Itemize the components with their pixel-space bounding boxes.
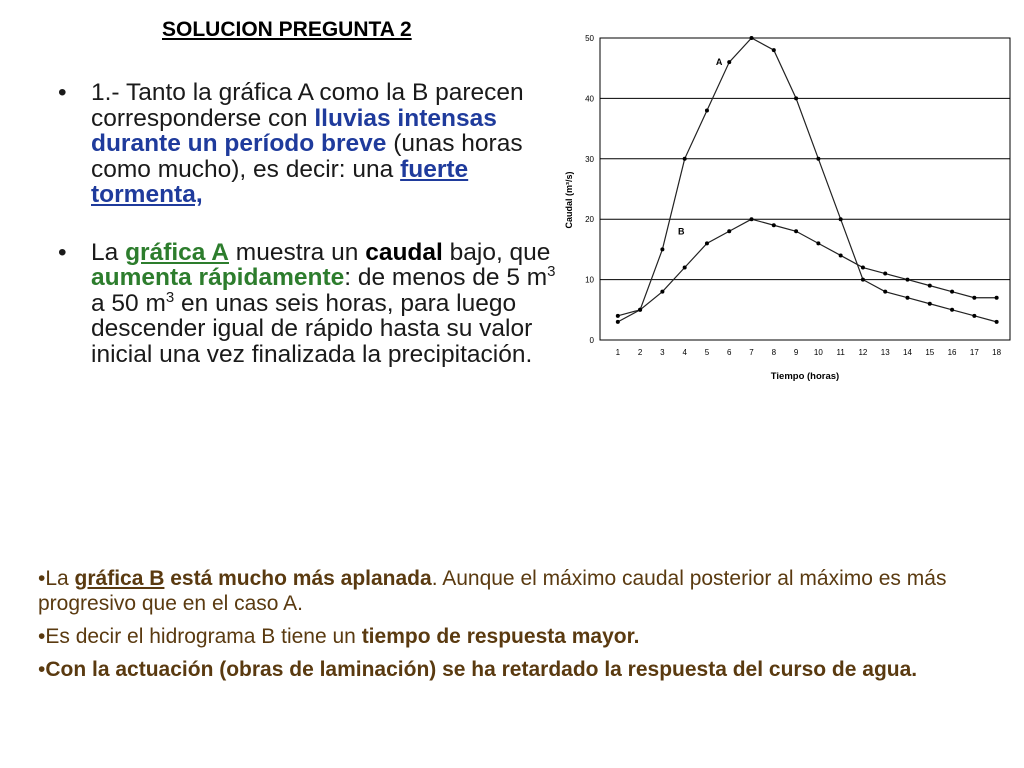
note-3	[38, 657, 988, 682]
series-A-point	[616, 320, 620, 324]
series-B-point	[660, 290, 664, 294]
series-B-point	[995, 296, 999, 300]
x-tick-label: 5	[704, 348, 710, 357]
y-tick-label: 50	[585, 34, 594, 43]
x-tick-label: 18	[992, 348, 1002, 357]
x-tick-label: 4	[682, 348, 687, 357]
series-A-point	[727, 60, 731, 64]
x-tick-label: 3	[660, 348, 665, 357]
note-2	[38, 624, 988, 649]
y-tick-labels	[585, 34, 594, 345]
series-B-point	[816, 241, 820, 245]
x-tick-label: 14	[903, 348, 912, 357]
series-A-point	[705, 108, 709, 112]
y-tick-label: 0	[589, 336, 594, 345]
x-tick-label: 9	[793, 348, 799, 357]
series-A-point	[683, 157, 687, 161]
series-label-A: A	[715, 57, 723, 68]
series-A-point	[883, 290, 887, 294]
series-A-point	[794, 96, 798, 100]
page-title: SOLUCION PREGUNTA 2	[162, 18, 412, 41]
bullet2-graph-a: gráfica A	[125, 238, 229, 266]
x-tick-label: 8	[771, 348, 777, 357]
series-A-point	[995, 320, 999, 324]
y-tick-label: 40	[585, 94, 594, 104]
series-A-point	[861, 278, 865, 282]
series-B-point	[928, 284, 932, 288]
series-A-point	[972, 314, 976, 318]
bullet2-text-5: a 50 m	[91, 289, 166, 317]
series-A-point	[750, 36, 754, 40]
chart-grid	[600, 38, 1010, 340]
series-A-point	[906, 296, 910, 300]
x-tick-label: 13	[880, 348, 890, 357]
series-A-point	[928, 302, 932, 306]
bullet2-text-1: La	[91, 238, 126, 266]
series-A-point	[816, 157, 820, 161]
y-tick-label: 10	[585, 275, 594, 285]
x-tick-label: 10	[813, 348, 823, 357]
bullet1-text-2: (unas horas como mucho), es decir: una	[91, 130, 523, 183]
bullet2-increase: aumenta rápidamente	[91, 264, 345, 291]
y-axis-label: Caudal (m³/s)	[564, 171, 574, 229]
bullet2-text-4: : de menos de 5 m	[344, 264, 548, 291]
bullet2-text-2: muestra un	[229, 238, 366, 266]
series-B-point	[750, 217, 754, 221]
bullet2-text-3: bajo, que	[442, 238, 551, 266]
chart-axes	[600, 38, 1010, 340]
series-A-point	[660, 247, 664, 251]
bullet-item-1	[58, 80, 558, 208]
series-B-point	[638, 308, 642, 312]
series-B-point	[972, 296, 976, 300]
note2-response-time: tiempo de respuesta mayor.	[361, 625, 640, 648]
series-B-point	[727, 229, 731, 233]
note1-text-1: •La	[38, 567, 75, 590]
series-B-point	[683, 266, 687, 270]
x-tick-label: 6	[727, 348, 732, 357]
series-B-point	[794, 229, 798, 233]
bullet2-sup-1: 3	[547, 263, 556, 280]
bullet-item-2	[58, 240, 558, 368]
x-tick-labels	[616, 348, 1002, 357]
series-B-point	[861, 266, 865, 270]
x-tick-label: 7	[749, 348, 754, 357]
x-tick-label: 16	[947, 348, 957, 357]
x-tick-label: 12	[858, 348, 868, 357]
chart-series	[616, 36, 999, 324]
series-B-point	[839, 253, 843, 257]
bullet2-text-6: en unas seis horas, para luego descender igual de rápido hasta su valor inicial una vez finalizada la precipitación.	[91, 289, 533, 368]
x-tick-label: 15	[925, 348, 935, 357]
y-tick-label: 20	[585, 215, 594, 225]
bullet1-text-1: 1.- Tanto la gráfica A como la B parecen corresponderse con	[91, 79, 524, 132]
bullet1-emphasis-rain: lluvias intensas durante un período breve	[91, 104, 497, 157]
x-tick-label: 11	[836, 348, 845, 357]
bullet2-sup-2: 3	[165, 288, 175, 306]
note3-conclusion: Con la actuación (obras de laminación) se ha retardado la respuesta del curso de agua.	[45, 658, 918, 681]
series-label-B: B	[677, 226, 685, 237]
series-B-point	[906, 278, 910, 282]
series-A-point	[950, 308, 954, 312]
note-1	[38, 566, 988, 616]
note1-text-2: . Aunque el máximo caudal posterior al máximo es más progresivo que en el caso A.	[38, 567, 947, 615]
x-axis-label: Tiempo (horas)	[770, 371, 840, 382]
series-B-point	[950, 290, 954, 294]
hydrograph-chart	[560, 20, 1020, 390]
x-tick-label: 1	[615, 348, 621, 357]
series-line-B	[618, 219, 997, 316]
series-B-point	[705, 241, 709, 245]
bullet2-caudal: caudal	[365, 238, 443, 266]
y-tick-label: 30	[585, 154, 594, 164]
series-B-point	[616, 314, 620, 318]
bullet1-emphasis-storm: fuerte tormenta,	[91, 155, 469, 208]
series-B-point	[772, 223, 776, 227]
series-B-point	[883, 272, 887, 276]
note3-bullet: •	[38, 658, 46, 681]
main-bullet-list	[58, 80, 558, 399]
plot-frame	[600, 38, 1010, 340]
series-A-point	[772, 48, 776, 52]
x-tick-label: 17	[969, 348, 979, 357]
bottom-notes	[38, 566, 988, 690]
note1-flatter: está mucho más aplanada	[164, 567, 432, 590]
x-tick-label: 2	[637, 348, 643, 357]
note2-text-1: •Es decir el hidrograma B tiene un	[38, 625, 362, 648]
series-A-point	[839, 217, 843, 221]
note1-graph-b: gráfica B	[74, 567, 165, 590]
